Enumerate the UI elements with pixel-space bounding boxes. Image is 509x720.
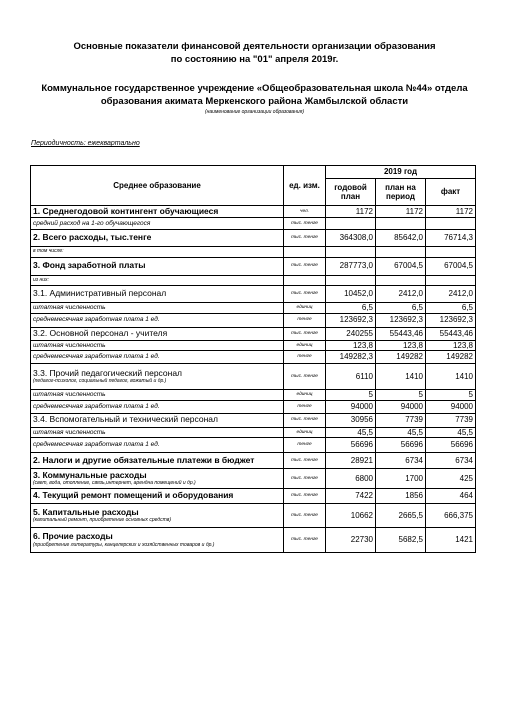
row-label bbox=[31, 469, 284, 489]
table-row bbox=[31, 327, 476, 340]
row-label bbox=[31, 340, 284, 351]
row-unit: тыс. тенге bbox=[284, 286, 326, 303]
row-label bbox=[31, 438, 284, 453]
header-fact: факт bbox=[426, 179, 476, 206]
cell-fact: 2412,0 bbox=[426, 286, 476, 303]
row-label-text: 3.3. Прочий педагогический персонал bbox=[33, 367, 183, 378]
cell-plan-period: 67004,5 bbox=[376, 257, 426, 275]
cell-plan-period: 123,8 bbox=[376, 340, 426, 351]
cell-fact: 6,5 bbox=[426, 303, 476, 314]
cell-plan-year: 30956 bbox=[326, 413, 376, 427]
cell-plan-year: 364308,0 bbox=[326, 230, 376, 247]
title-line-1: Основные показатели финансовой деятельности организации образования bbox=[73, 41, 436, 52]
periodicity: Периодичность: ежеквартально bbox=[31, 140, 140, 147]
table-row bbox=[31, 286, 476, 303]
row-label-text: среднемесячная заработная плата 1 ед. bbox=[33, 353, 160, 361]
row-unit: тыс. тенге bbox=[284, 230, 326, 247]
row-unit: тыс. тенге bbox=[284, 327, 326, 340]
cell-fact: 1172 bbox=[426, 206, 476, 218]
table-row bbox=[31, 438, 476, 453]
row-label bbox=[31, 230, 284, 247]
row-label-text: штатная численность bbox=[33, 428, 106, 436]
row-label bbox=[31, 303, 284, 314]
row-label-text: среднемесячная заработная плата 1 ед. bbox=[33, 402, 160, 410]
cell-fact: 464 bbox=[426, 489, 476, 504]
row-label-text: 6. Прочие расходы bbox=[33, 531, 113, 542]
header-unit: ед. изм. bbox=[284, 166, 326, 206]
row-unit: чел. bbox=[284, 206, 326, 218]
cell-fact bbox=[426, 275, 476, 286]
cell-fact: 56696 bbox=[426, 438, 476, 453]
title-line-2: по состоянию на "01" апреля 2019г. bbox=[170, 54, 339, 65]
row-unit: тенге bbox=[284, 313, 326, 327]
row-label bbox=[31, 489, 284, 504]
cell-fact: 67004,5 bbox=[426, 257, 476, 275]
cell-plan-period: 5682,5 bbox=[376, 528, 426, 553]
row-unit: единиц bbox=[284, 390, 326, 401]
cell-plan-year: 56696 bbox=[326, 438, 376, 453]
row-label bbox=[31, 257, 284, 275]
table-row bbox=[31, 218, 476, 230]
cell-fact: 6734 bbox=[426, 453, 476, 469]
cell-plan-period bbox=[376, 218, 426, 230]
cell-fact: 55443,46 bbox=[426, 327, 476, 340]
cell-plan-year: 149282,3 bbox=[326, 351, 376, 364]
row-label bbox=[31, 313, 284, 327]
row-sublabel: (педагог-психолог, социальный педагог, вожатый и др.) bbox=[33, 378, 167, 385]
row-label bbox=[31, 504, 284, 528]
row-unit: единиц bbox=[284, 303, 326, 314]
cell-plan-year: 22730 bbox=[326, 528, 376, 553]
cell-plan-period: 45,5 bbox=[376, 427, 426, 438]
row-label-text: 1. Среднегодовой контингент обучающиеся bbox=[33, 205, 219, 216]
cell-plan-year bbox=[326, 247, 376, 258]
row-unit bbox=[284, 247, 326, 258]
header-year: 2019 год bbox=[326, 166, 476, 179]
row-unit bbox=[284, 275, 326, 286]
cell-plan-period: 5 bbox=[376, 390, 426, 401]
cell-fact: 76714,3 bbox=[426, 230, 476, 247]
cell-plan-year: 123692,3 bbox=[326, 313, 376, 327]
row-label-text: 2. Налоги и другие обязательные платежи в бюджет bbox=[33, 454, 255, 465]
table-row bbox=[31, 351, 476, 364]
cell-plan-period: 149282 bbox=[376, 351, 426, 364]
row-unit: единиц bbox=[284, 340, 326, 351]
table-row bbox=[31, 400, 476, 413]
cell-plan-year: 6,5 bbox=[326, 303, 376, 314]
cell-fact bbox=[426, 247, 476, 258]
row-label-text: 5. Капитальные расходы bbox=[33, 506, 139, 517]
financial-table bbox=[30, 165, 476, 553]
cell-plan-period bbox=[376, 247, 426, 258]
table-row bbox=[31, 469, 476, 489]
row-label bbox=[31, 247, 284, 258]
cell-plan-year: 5 bbox=[326, 390, 376, 401]
cell-plan-period: 55443,46 bbox=[376, 327, 426, 340]
cell-plan-period: 56696 bbox=[376, 438, 426, 453]
cell-plan-period: 6734 bbox=[376, 453, 426, 469]
row-unit: тыс. тенге bbox=[284, 504, 326, 528]
cell-plan-year: 6800 bbox=[326, 469, 376, 489]
row-unit: тенге bbox=[284, 400, 326, 413]
cell-fact: 7739 bbox=[426, 413, 476, 427]
cell-plan-period: 94000 bbox=[376, 400, 426, 413]
cell-fact: 1410 bbox=[426, 364, 476, 390]
cell-fact bbox=[426, 218, 476, 230]
cell-plan-period: 6,5 bbox=[376, 303, 426, 314]
cell-plan-period: 2665,5 bbox=[376, 504, 426, 528]
table-row bbox=[31, 230, 476, 247]
row-label bbox=[31, 206, 284, 218]
table-row bbox=[31, 453, 476, 469]
cell-plan-period: 1172 bbox=[376, 206, 426, 218]
cell-plan-year: 1172 bbox=[326, 206, 376, 218]
row-label bbox=[31, 275, 284, 286]
row-unit: тенге bbox=[284, 438, 326, 453]
cell-plan-period: 7739 bbox=[376, 413, 426, 427]
row-label-text: из них: bbox=[33, 276, 49, 283]
row-sublabel: (приобретение литературы, канцелярских и хозяйственных товаров и др.) bbox=[33, 541, 215, 548]
table-row bbox=[31, 364, 476, 390]
header-plan-period: план на период bbox=[376, 179, 426, 206]
table-row bbox=[31, 340, 476, 351]
table-row bbox=[31, 427, 476, 438]
row-label-text: среднемесячная заработная плата 1 ед. bbox=[33, 441, 160, 449]
row-unit: тенге bbox=[284, 351, 326, 364]
cell-plan-year: 10662 bbox=[326, 504, 376, 528]
row-unit: тыс. тенге bbox=[284, 257, 326, 275]
cell-plan-year: 240255 bbox=[326, 327, 376, 340]
organization-name bbox=[0, 82, 509, 108]
cell-plan-year bbox=[326, 218, 376, 230]
table-row bbox=[31, 257, 476, 275]
cell-fact: 123,8 bbox=[426, 340, 476, 351]
cell-fact: 5 bbox=[426, 390, 476, 401]
row-unit: тыс. тенге bbox=[284, 453, 326, 469]
table-row bbox=[31, 206, 476, 218]
row-label bbox=[31, 453, 284, 469]
row-unit: тыс. тенге bbox=[284, 413, 326, 427]
table-row bbox=[31, 313, 476, 327]
cell-plan-period: 1700 bbox=[376, 469, 426, 489]
row-sublabel: (капитальный ремонт, приобретение основных средств) bbox=[33, 517, 172, 524]
org-line-2: образования акимата Меркенского района Жамбылской области bbox=[100, 96, 409, 107]
table-row bbox=[31, 413, 476, 427]
row-label-text: средний расход на 1-го обучающегося bbox=[33, 219, 151, 227]
cell-plan-year: 28921 bbox=[326, 453, 376, 469]
cell-fact: 94000 bbox=[426, 400, 476, 413]
cell-plan-period: 1410 bbox=[376, 364, 426, 390]
row-label bbox=[31, 218, 284, 230]
cell-plan-year bbox=[326, 275, 376, 286]
org-caption: (наименование организации образования) bbox=[204, 109, 305, 115]
header-name: Среднее образование bbox=[31, 166, 284, 206]
row-label-text: 3. Коммунальные расходы bbox=[33, 469, 147, 480]
row-label bbox=[31, 327, 284, 340]
row-label bbox=[31, 390, 284, 401]
row-label bbox=[31, 413, 284, 427]
row-label-text: штатная численность bbox=[33, 391, 106, 398]
row-label-text: в том числе: bbox=[33, 248, 64, 254]
row-label bbox=[31, 286, 284, 303]
cell-plan-year: 6110 bbox=[326, 364, 376, 390]
cell-plan-year: 287773,0 bbox=[326, 257, 376, 275]
row-sublabel: (свет, вода, отопление, связь,интернет, арендна помещений и др.) bbox=[33, 480, 196, 487]
table-row bbox=[31, 390, 476, 401]
table-body bbox=[31, 206, 476, 553]
cell-plan-year: 94000 bbox=[326, 400, 376, 413]
cell-fact: 123692,3 bbox=[426, 313, 476, 327]
row-label-text: 3.4. Вспомогательный и технический персонал bbox=[33, 414, 218, 425]
table-row bbox=[31, 489, 476, 504]
row-label-text: 3. Фонд заработной платы bbox=[33, 260, 146, 271]
row-label-text: штатная численность bbox=[33, 341, 106, 349]
row-unit: тыс. тенге bbox=[284, 364, 326, 390]
cell-plan-year: 45,5 bbox=[326, 427, 376, 438]
row-unit: тыс. тенге bbox=[284, 528, 326, 553]
cell-plan-period: 2412,0 bbox=[376, 286, 426, 303]
org-line-1: Коммунальное государственное учреждение «Общеобразовательная школа №44» отдела bbox=[41, 83, 468, 94]
row-label-text: 3.1. Административный персонал bbox=[33, 288, 167, 299]
cell-plan-period bbox=[376, 275, 426, 286]
cell-plan-year: 7422 bbox=[326, 489, 376, 504]
row-label bbox=[31, 528, 284, 553]
row-unit: тыс. тенге bbox=[284, 469, 326, 489]
row-label-text: среднемесячная заработная плата 1 ед. bbox=[33, 316, 160, 324]
table-row bbox=[31, 528, 476, 553]
cell-plan-period: 123692,3 bbox=[376, 313, 426, 327]
row-label-text: штатная численность bbox=[33, 304, 106, 311]
cell-fact: 666,375 bbox=[426, 504, 476, 528]
row-label-text: 4. Текущий ремонт помещений и оборудования bbox=[33, 490, 234, 501]
cell-fact: 1421 bbox=[426, 528, 476, 553]
row-unit: тыс. тенге bbox=[284, 489, 326, 504]
cell-plan-period: 85642,0 bbox=[376, 230, 426, 247]
row-label-text: 3.2. Основной персонал - учителя bbox=[33, 327, 168, 338]
cell-fact: 425 bbox=[426, 469, 476, 489]
table-row bbox=[31, 303, 476, 314]
row-unit: тыс. тенге bbox=[284, 218, 326, 230]
row-unit: единиц bbox=[284, 427, 326, 438]
header-plan-year: годовой план bbox=[326, 179, 376, 206]
document-title bbox=[0, 40, 509, 66]
table-row bbox=[31, 275, 476, 286]
cell-fact: 45,5 bbox=[426, 427, 476, 438]
row-label bbox=[31, 400, 284, 413]
row-label-text: 2. Всего расходы, тыс.тенге bbox=[33, 232, 152, 243]
row-label bbox=[31, 364, 284, 390]
row-label bbox=[31, 427, 284, 438]
cell-plan-year: 10452,0 bbox=[326, 286, 376, 303]
cell-plan-year: 123,8 bbox=[326, 340, 376, 351]
cell-plan-period: 1856 bbox=[376, 489, 426, 504]
table-row bbox=[31, 504, 476, 528]
table-row bbox=[31, 247, 476, 258]
row-label bbox=[31, 351, 284, 364]
cell-fact: 149282 bbox=[426, 351, 476, 364]
